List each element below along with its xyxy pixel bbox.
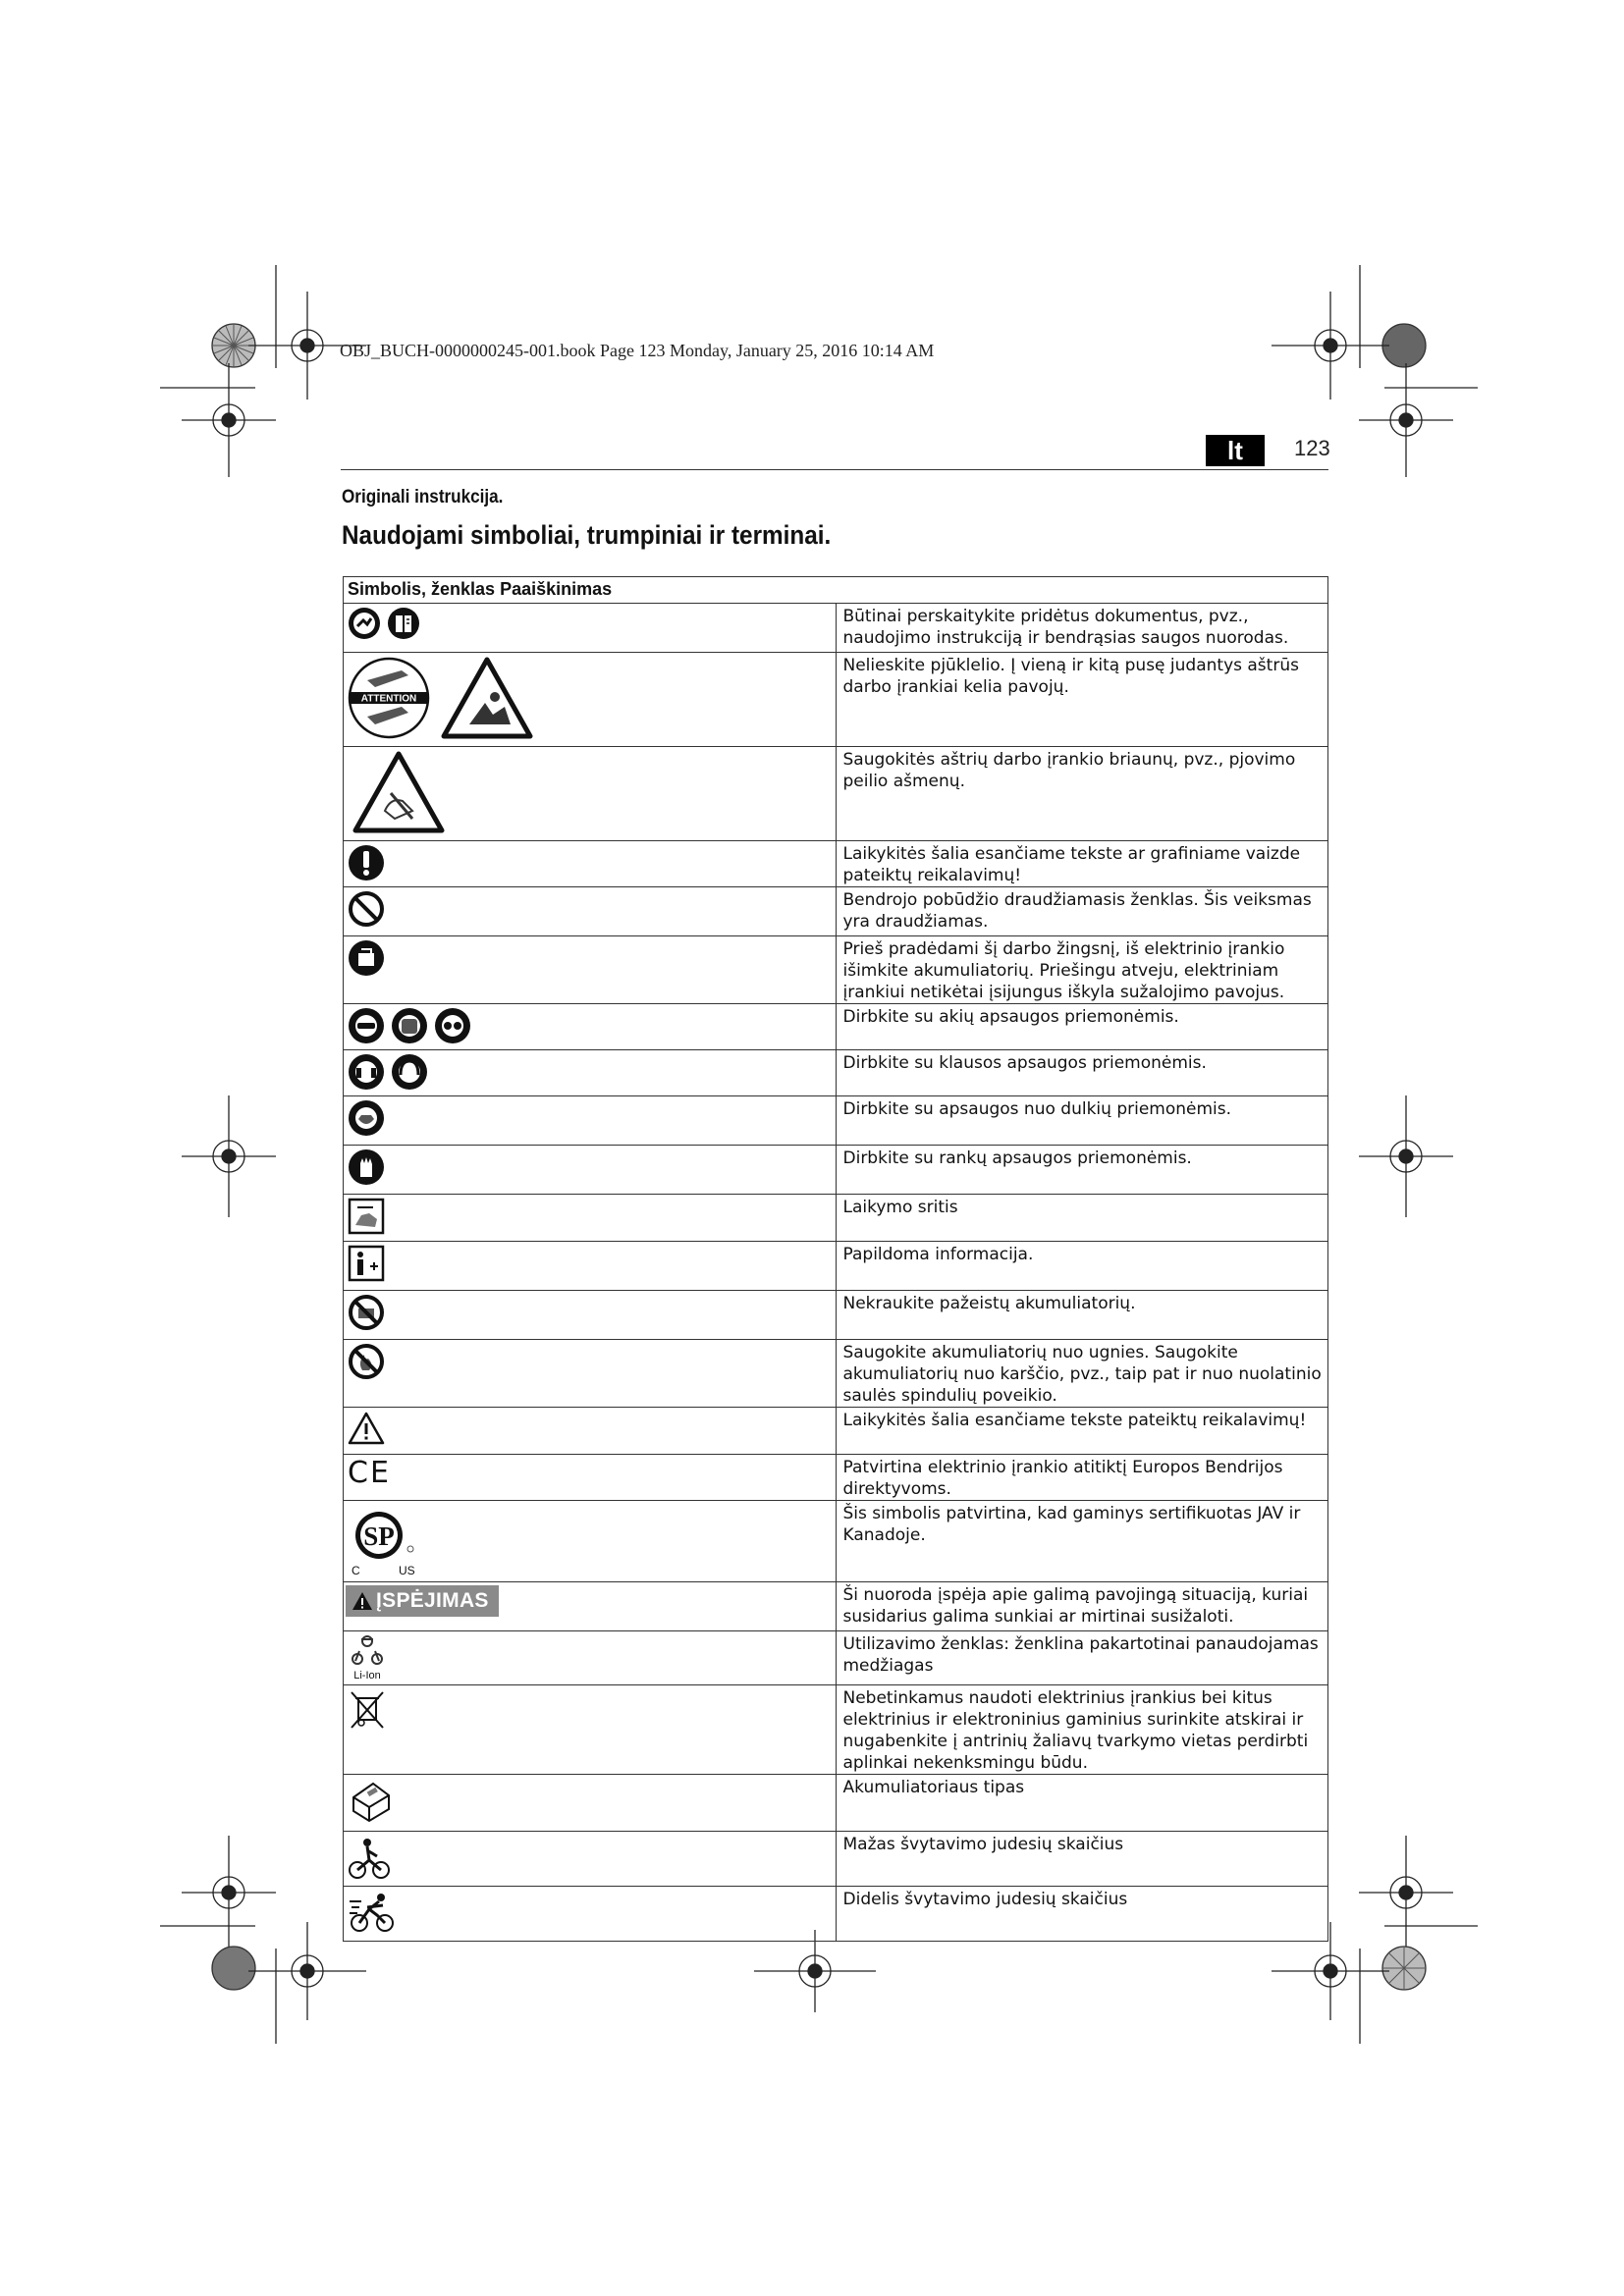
eye-protection-icon: [348, 1007, 385, 1044]
row-text: Bendrojo pobūdžio draudžiamasis ženklas. Šis veiksmas yra draudžiamas.: [836, 887, 1328, 936]
row-text: Dirbkite su apsaugos nuo dulkių priemonėmis.: [836, 1096, 1328, 1146]
crosshair-icon: [182, 1836, 276, 1949]
table-row: [344, 1408, 1328, 1455]
row-text: Laikykitės šalia esančiame tekste ar grafiniame vaizde pateiktų reikalavimų!: [836, 841, 1328, 887]
starburst-icon: [212, 1947, 255, 1990]
table-row: [344, 1340, 1328, 1408]
row-text: Šis simbolis patvirtina, kad gaminys sertifikuotas JAV ir Kanadoje.: [836, 1501, 1328, 1582]
page-title: Naudojami simboliai, trumpiniai ir terminai.: [342, 520, 832, 550]
table-row: [344, 1096, 1328, 1146]
row-text: Laikykitės šalia esančiame tekste pateiktų reikalavimų!: [836, 1408, 1328, 1455]
table-row: [344, 1887, 1328, 1942]
table-row: [344, 1582, 1328, 1631]
face-shield-icon: [391, 1007, 428, 1044]
column-header-symbol: Simbolis, ženklas: [348, 579, 496, 599]
row-text: Papildoma informacija.: [836, 1242, 1328, 1291]
column-header-explanation: Paaiškinimas: [500, 579, 613, 599]
table-row: [344, 936, 1328, 1004]
warning-label-text: ĮSPĖJIMAS: [376, 1589, 489, 1612]
low-speed-bicycle-icon: [348, 1835, 391, 1882]
no-fire-heat-icon: [348, 1343, 385, 1380]
info-plus-icon: [348, 1245, 385, 1282]
row-text: Ši nuoroda įspėja apie galimą pavojingą situaciją, kuriai susidarius galima sunkiai ar mirtinai susižaloti.: [836, 1582, 1328, 1631]
starburst-icon: [1382, 1947, 1426, 1990]
table-row: [344, 1455, 1328, 1501]
dust-mask-icon: [348, 1099, 385, 1137]
no-damaged-battery-charging-icon: [348, 1294, 385, 1331]
row-text: Nelieskite pjūklelio. Į vieną ir kitą pusę judantys aštrūs darbo įrankiai kelia pavojų.: [836, 653, 1328, 747]
row-text: Būtinai perskaitykite pridėtus dokumentus, pvz., naudojimo instrukciją ir bendrąsias saugos nuorodas.: [836, 604, 1328, 653]
row-text: Prieš pradėdami šį darbo žingsnį, iš elektrinio įrankio išimkite akumuliatorių. Priešingu atveju, elektriniam įrankiui netikėtai įsijungus iškyla sužalojimo pavojus.: [836, 936, 1328, 1004]
row-text: Nebetinkamus naudoti elektrinius įrankius bei kitus elektrinius ir elektroninius gaminius surinkite atskirai ir nugabenkite į antrinių žaliavų tvarkymo vietas perdirbti aplinkai nekenksmingu būdu.: [836, 1685, 1328, 1775]
attention-blade-icon: [348, 656, 430, 740]
table-row: [344, 1242, 1328, 1291]
recycling-li-ion-icon: [348, 1633, 387, 1682]
holding-area-icon: [348, 1198, 385, 1235]
cutting-hazard-warning-icon: [440, 656, 534, 740]
table-row: [344, 1631, 1328, 1685]
row-text: Dirbkite su klausos apsaugos priemonėmis.: [836, 1050, 1328, 1096]
crosshair-icon: [754, 1930, 876, 2012]
table-row: [344, 841, 1328, 887]
table-row: [344, 1775, 1328, 1832]
sharp-edges-warning-icon: [352, 750, 446, 834]
ce-mark-icon: CE: [348, 1456, 391, 1490]
svg-text:C: C: [352, 1564, 360, 1577]
table-header-row: [344, 577, 1328, 604]
table-row: [344, 1291, 1328, 1340]
row-text: Nekraukite pažeistų akumuliatorių.: [836, 1291, 1328, 1340]
table-row: [344, 653, 1328, 747]
warning-triangle-icon: [352, 1591, 373, 1611]
goggles-icon: [434, 1007, 471, 1044]
warning-label-badge: [346, 1585, 499, 1617]
table-row: [344, 747, 1328, 841]
high-speed-bicycle-icon: [348, 1890, 399, 1935]
row-text: Patvirtina elektrinio įrankio atitiktį Europos Bendrijos direktyvoms.: [836, 1455, 1328, 1501]
row-text: Utilizavimo ženklas: ženklina pakartotinai panaudojamas medžiagas: [836, 1631, 1328, 1685]
table-row: [344, 1832, 1328, 1887]
svg-text:ATTENTION: ATTENTION: [360, 693, 417, 705]
table-row: [344, 604, 1328, 653]
warning-triangle-icon: [348, 1411, 385, 1446]
table-row: [344, 1685, 1328, 1775]
row-text: Laikymo sritis: [836, 1195, 1328, 1242]
table-row: [344, 1050, 1328, 1096]
gloves-icon: [348, 1148, 385, 1186]
csa-certification-icon: [348, 1504, 436, 1578]
battery-pack-icon: [348, 1778, 393, 1825]
table-row: [344, 1501, 1328, 1582]
crosshair-icon: [1359, 1095, 1453, 1217]
row-text: Saugokitės aštrių darbo įrankio briaunų, pvz., pjovimo peilio ašmenų.: [836, 747, 1328, 841]
crosshair-icon: [182, 363, 276, 477]
crossed-bin-icon: [348, 1688, 387, 1732]
crosshair-icon: [1359, 363, 1453, 477]
crosshair-icon: [1359, 1836, 1453, 1949]
earmuffs-icon: [391, 1053, 428, 1091]
table-row: [344, 887, 1328, 936]
remove-battery-icon: [348, 939, 385, 977]
page-number: 123: [1294, 436, 1330, 460]
language-badge: lt: [1206, 435, 1265, 466]
prohibition-icon: [348, 890, 385, 928]
row-text: Dirbkite su rankų apsaugos priemonėmis.: [836, 1146, 1328, 1195]
exclamation-mandatory-icon: [348, 844, 385, 881]
row-text: Saugokite akumuliatorių nuo ugnies. Saugokite akumuliatorių nuo karščio, pvz., taip pat ir nuo nuolatinio saulės spindulių poveikio.: [836, 1340, 1328, 1408]
book-info-header: OBJ_BUCH-0000000245-001.book Page 123 Monday, January 25, 2016 10:14 AM: [340, 341, 935, 360]
read-safety-notes-icon: [348, 607, 381, 640]
table-row: [344, 1004, 1328, 1050]
row-text: Dirbkite su akių apsaugos priemonėmis.: [836, 1004, 1328, 1050]
row-text: Akumuliatoriaus tipas: [836, 1775, 1328, 1832]
table-header-cell: [344, 577, 1328, 604]
table-row: [344, 1195, 1328, 1242]
svg-text:US: US: [399, 1564, 415, 1577]
ear-protection-icon: [348, 1053, 385, 1091]
table-row: [344, 1146, 1328, 1195]
header-rule: [341, 469, 1328, 470]
svg-text:Li-Ion: Li-Ion: [353, 1670, 381, 1682]
subtitle: Originali instrukcija.: [342, 487, 504, 507]
symbols-table: [343, 576, 1328, 1942]
crosshair-icon: [1272, 292, 1389, 400]
svg-text:SP: SP: [363, 1522, 395, 1551]
row-text: Mažas švytavimo judesių skaičius: [836, 1832, 1328, 1887]
row-text: Didelis švytavimo judesių skaičius: [836, 1887, 1328, 1942]
read-manual-icon: [387, 607, 420, 640]
crosshair-icon: [182, 1095, 276, 1217]
